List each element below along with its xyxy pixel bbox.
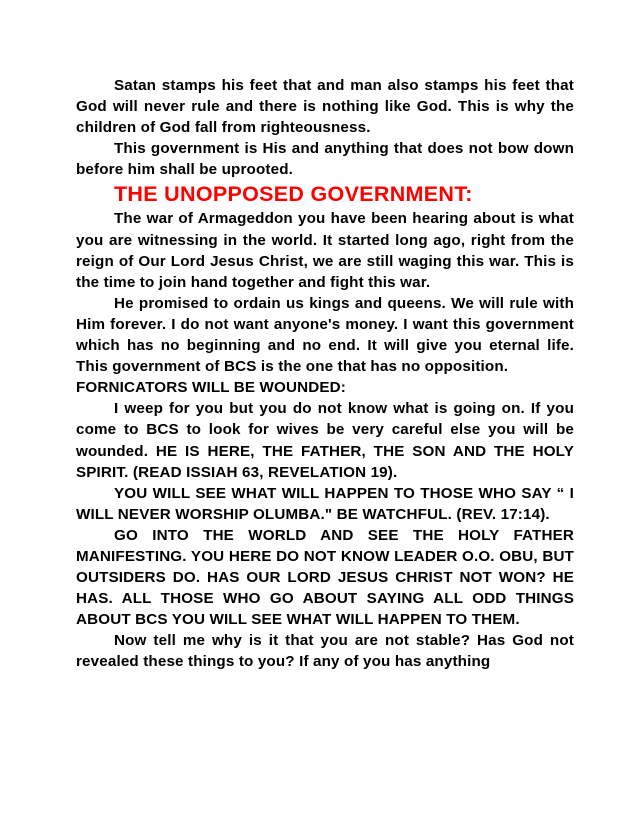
paragraph-never-worship: YOU WILL SEE WHAT WILL HAPPEN TO THOSE WHO SAY “ I WILL NEVER WORSHIP OLUMBA." BE WATCHFUL. (REV. 17:14). bbox=[76, 484, 574, 523]
paragraph-kings-and-queens: He promised to ordain us kings and queens. We will rule with Him forever. I do not want anyone's money. I want this government which has no beginning and no end. It will give you eternal life. This government of BCS is the one that has no opposition. bbox=[76, 294, 574, 376]
paragraph-i-weep: I weep for you but you do not know what is going on. If you come to BCS to look for wives be very careful else you will be wounded. HE IS HERE, THE FATHER, THE SON AND THE HOLY SPIRIT. (READ ISSIAH 63, REVELATION 19). bbox=[76, 400, 574, 481]
section-heading-unopposed-government: THE UNOPPOSED GOVERNMENT: bbox=[114, 182, 473, 207]
paragraph-not-stable: Now tell me why is it that you are not stable? Has God not revealed these things to you? If any of you has anything bbox=[76, 632, 574, 671]
paragraph-armageddon: The war of Armageddon you have been hearing about is what you are witnessing in the world. It started long ago, right from the reign of Our Lord Jesus Christ, we are still waging this war. This is the time to join hand together and fight this war. bbox=[76, 210, 574, 291]
paragraph-satan-stamps: Satan stamps his feet that and man also stamps his feet that God will never rule and there is nothing like God. This is why the children of God fall from righteousness. bbox=[76, 77, 574, 137]
document-body bbox=[76, 75, 574, 673]
subheading-fornicators: FORNICATORS WILL BE WOUNDED: bbox=[76, 379, 346, 397]
paragraph-go-into-world: GO INTO THE WORLD AND SEE THE HOLY FATHER MANIFESTING. YOU HERE DO NOT KNOW LEADER O.O. OBU, BUT OUTSIDERS DO. HAS OUR LORD JESUS CHRIST NOT WON? HE HAS. ALL THOSE WHO GO ABOUT SAYING ALL ODD THINGS ABOUT BCS YOU WILL SEE WHAT WILL HAPPEN TO THEM. bbox=[76, 526, 574, 629]
paragraph-government-his: This government is His and anything that does not bow down before him shall be uprooted. bbox=[76, 140, 574, 179]
